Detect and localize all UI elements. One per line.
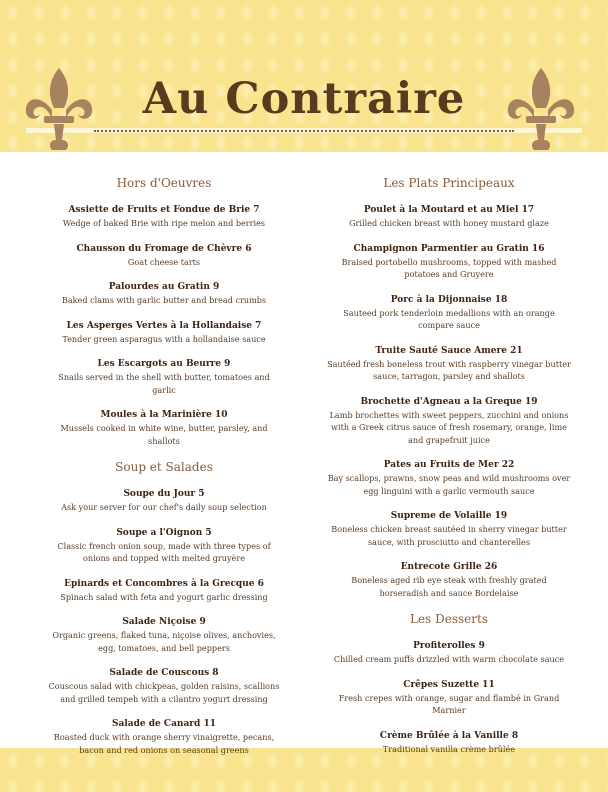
menu-item — [48, 616, 280, 654]
menu-item — [48, 667, 280, 705]
menu-item-name: Moules à la Marinière 10 — [100, 410, 228, 420]
menu-item-description: Braised portobello mushrooms, topped with mashed potatoes and Gruyere — [341, 256, 557, 279]
menu-item-name: Brochette d'Agneau a la Greque 19 — [360, 396, 538, 407]
menu-item-name: Palourdes au Gratin 9 — [108, 282, 220, 292]
menu-item-description: Wedge of baked Brie with ripe melon and berries — [62, 218, 266, 228]
menu-item-description: Grilled chicken breast with honey mustard glaze — [349, 218, 549, 228]
menu-item — [48, 409, 280, 447]
menu-item-name: Chausson du Fromage de Chèvre 6 — [76, 243, 252, 254]
menu-item-description: Spinach salad with feta and yogurt garlic dressing — [60, 591, 268, 602]
menu-item-name: Truite Sauté Sauce Amere 21 — [375, 345, 523, 356]
menu-item-name: Salade de Canard 11 — [112, 719, 216, 729]
menu-item-description: Sautéed fresh boneless trout with raspberry vinegar butter sauce, tarragon, parsley and shallots — [327, 358, 571, 381]
menu-item-name: Soupe du Jour 5 — [123, 489, 205, 499]
menu-item-name: Crème Brûlée à la Vanille 8 — [379, 730, 519, 741]
section-heading-desserts: Les Desserts — [410, 612, 488, 626]
menu-item — [326, 459, 572, 497]
menu-item — [326, 243, 572, 281]
menu-item — [326, 294, 572, 332]
menu-item-description: Traditional vanilla crème brûlée — [382, 743, 516, 754]
menu-item-name: Supreme de Volaille 19 — [390, 511, 508, 521]
menu-item — [326, 345, 572, 383]
restaurant-title: Au Contraire — [142, 74, 466, 124]
menu-item — [48, 281, 280, 307]
menu-item-name: Crêpes Suzette 11 — [403, 679, 495, 690]
menu-item-name: Pates au Fruits de Mer 22 — [383, 460, 515, 470]
menu-item-name: Les Asperges Vertes à la Hollandaise 7 — [66, 320, 262, 331]
menu-item-name: Epinards et Concombres à la Grecque 6 — [64, 578, 264, 589]
menu-item — [326, 204, 572, 230]
menu-item-name: Salade de Couscous 8 — [109, 668, 219, 678]
menu-item — [48, 204, 280, 230]
menu-item — [326, 679, 572, 717]
menu-item-name: Assiette de Fruits et Fondue de Brie 7 — [68, 205, 260, 215]
menu-item-name: Les Escargots au Beurre 9 — [97, 359, 231, 369]
menu-item-name: Entrecote Grille 26 — [400, 562, 498, 572]
right-column — [326, 172, 572, 768]
menu-item-name: Soupe a l'Oignon 5 — [116, 527, 212, 538]
menu-item-description: Baked clams with garlic butter and bread crumbs — [61, 295, 267, 305]
menu-item-description: Goat cheese tarts — [127, 256, 201, 267]
section-heading-plats-principeaux: Les Plats Principeaux — [383, 176, 515, 190]
menu-item-description: Ask your server for our chef's daily soup selection — [61, 502, 267, 512]
menu-item-name: Poulet à la Moutard et au Miel 17 — [363, 205, 535, 215]
menu-item-description: Chilled cream puffs drizzled with warm chocolate sauce — [333, 654, 565, 664]
menu-item — [48, 488, 280, 514]
menu-item — [48, 358, 280, 396]
menu-item — [48, 527, 280, 565]
menu-item-description: Couscous salad with chickpeas, golden raisins, scallions and grilled tempeh with a cilantro yogurt dressing — [48, 681, 280, 704]
menu-item — [326, 730, 572, 756]
menu-item-description: Sauteed pork tenderloin medallions with an orange compare sauce — [343, 307, 555, 330]
menu-item — [48, 243, 280, 269]
menu-item — [326, 396, 572, 447]
left-column — [48, 172, 280, 769]
menu-item-name: Profiterolles 9 — [413, 641, 485, 651]
menu-item-description: Snails served in the shell with butter, tomatoes and garlic — [58, 372, 270, 395]
menu-item-description: Classic french onion soup, made with three types of onions and topped with melted gruyère — [57, 540, 271, 563]
header-dotted-line — [94, 130, 514, 132]
menu-item — [326, 561, 572, 599]
menu-item — [48, 718, 280, 756]
menu-item-description: Boneless aged rib eye steak with freshly grated horseradish and sauce Bordelaise — [351, 575, 547, 598]
menu-item-description: Lamb brochettes with sweet peppers, zucchini and onions with a Greek citrus sauce of fresh rosemary, orange, lime and grapefruit juice — [329, 409, 569, 445]
menu-item-description: Boneless chicken breast sautéed in sherry vinegar butter sauce, with prosciutto and chanterelles — [331, 524, 567, 547]
menu-item-name: Champignon Parmentier au Gratin 16 — [353, 243, 545, 254]
section-heading-soup-et-salades: Soup et Salades — [115, 460, 213, 474]
menu-item-description: Mussels cooked in white wine, butter, parsley, and shallots — [60, 423, 268, 446]
menu-item — [326, 640, 572, 666]
menu-item — [326, 510, 572, 548]
menu-item-name: Porc à la Dijonnaise 18 — [390, 294, 508, 305]
menu-item-description: Tender green asparagus with a hollandaise sauce — [62, 333, 266, 344]
menu-item-description: Roasted duck with orange sherry vinaigrette, pecans, bacon and red onions on seasonal greens — [53, 732, 275, 755]
menu-item-description: Fresh crepes with orange, sugar and flambé in Grand Marnier — [338, 692, 560, 715]
section-heading-hors-doeuvres: Hors d'Oeuvres — [116, 176, 212, 190]
menu-item — [48, 578, 280, 604]
menu-item — [48, 320, 280, 346]
menu-item-description: Organic greens, flaked tuna, niçoise olives, anchovies, egg, tomatoes, and bell peppers — [52, 630, 276, 653]
menu-item-description: Bay scallops, prawns, snow peas and wild mushrooms over egg linguini with a garlic vermouth sauce — [327, 473, 571, 496]
menu-item-name: Salade Niçoise 9 — [122, 617, 206, 627]
